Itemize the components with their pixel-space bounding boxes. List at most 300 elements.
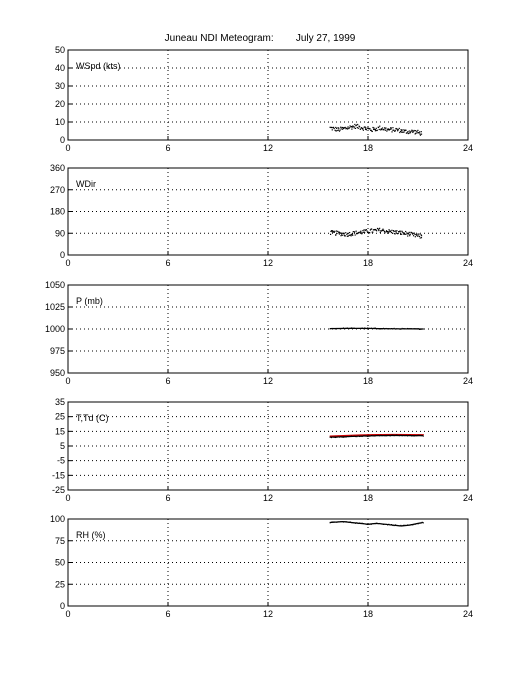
- data-point: [403, 525, 404, 526]
- data-point: [375, 435, 376, 436]
- data-point: [396, 434, 397, 435]
- data-point: [391, 131, 392, 132]
- x-tick-label: 6: [165, 376, 171, 386]
- data-point: [414, 130, 415, 131]
- data-point: [349, 127, 350, 128]
- data-point: [340, 129, 341, 130]
- data-point: [420, 523, 421, 524]
- data-point: [355, 328, 356, 329]
- data-point: [400, 329, 401, 330]
- data-point: [396, 525, 397, 526]
- data-point: [336, 128, 337, 129]
- data-point: [344, 437, 345, 438]
- y-tick-label: 75: [54, 535, 65, 546]
- data-point: [363, 523, 364, 524]
- data-point: [335, 234, 336, 235]
- y-tick-label: 25: [54, 411, 65, 422]
- data-point: [352, 126, 353, 127]
- data-point: [408, 328, 409, 329]
- data-point: [401, 234, 402, 235]
- data-point: [391, 127, 392, 128]
- data-point: [418, 523, 419, 524]
- data-point: [412, 328, 413, 329]
- data-point: [366, 524, 367, 525]
- data-point: [411, 232, 412, 233]
- data-point: [332, 521, 333, 522]
- data-point: [374, 436, 375, 437]
- data-point: [362, 128, 363, 129]
- y-tick-label: -5: [56, 455, 65, 466]
- x-tick-label: 12: [262, 376, 274, 386]
- y-tick-label: 950: [49, 368, 65, 378]
- data-point: [391, 230, 392, 231]
- data-point: [420, 135, 421, 136]
- data-point: [350, 436, 351, 437]
- y-tick-label: 50: [54, 557, 65, 568]
- data-point: [368, 328, 369, 329]
- data-point: [400, 525, 401, 526]
- data-point: [371, 328, 372, 329]
- data-point: [403, 328, 404, 329]
- data-point: [339, 232, 340, 233]
- data-point: [339, 233, 340, 234]
- data-point: [350, 328, 351, 329]
- data-point: [338, 521, 339, 522]
- data-point: [332, 328, 333, 329]
- data-point: [388, 435, 389, 436]
- data-point: [385, 231, 386, 232]
- data-point: [400, 131, 401, 132]
- x-tick-label: 24: [462, 493, 474, 503]
- data-point: [366, 328, 367, 329]
- data-point: [355, 523, 356, 524]
- data-point: [392, 127, 393, 128]
- data-point: [419, 329, 420, 330]
- data-point: [330, 234, 331, 235]
- data-point: [383, 524, 384, 525]
- data-point: [363, 229, 364, 230]
- y-tick-label: 1025: [44, 302, 65, 312]
- data-point: [395, 130, 396, 131]
- x-tick-label: 0: [65, 493, 71, 503]
- data-point: [376, 230, 377, 231]
- data-point: [389, 129, 390, 130]
- data-point: [333, 127, 334, 128]
- data-point: [390, 435, 391, 436]
- data-point: [348, 436, 349, 437]
- data-point: [396, 231, 397, 232]
- data-point: [375, 523, 376, 524]
- data-point: [399, 128, 400, 129]
- data-point: [418, 233, 419, 234]
- data-point: [367, 524, 368, 525]
- data-point: [403, 233, 404, 234]
- data-point: [405, 234, 406, 235]
- data-point: [417, 132, 418, 133]
- data-point: [383, 328, 384, 329]
- data-point: [423, 329, 424, 330]
- data-point: [407, 132, 408, 133]
- data-point: [377, 130, 378, 131]
- data-point: [387, 233, 388, 234]
- data-point: [372, 131, 373, 132]
- chart-panel-3: [45, 280, 473, 386]
- data-point: [367, 436, 368, 437]
- data-point: [347, 126, 348, 127]
- data-point: [400, 435, 401, 436]
- data-point: [415, 328, 416, 329]
- data-point: [360, 328, 361, 329]
- data-point: [404, 234, 405, 235]
- data-point: [410, 132, 411, 133]
- data-point: [356, 522, 357, 523]
- data-point: [340, 328, 341, 329]
- data-point: [401, 130, 402, 131]
- data-point: [378, 127, 379, 128]
- data-point: [398, 231, 399, 232]
- data-point: [342, 235, 343, 236]
- data-point: [391, 232, 392, 233]
- data-point: [341, 127, 342, 128]
- data-point: [420, 435, 421, 436]
- data-point: [356, 436, 357, 437]
- data-point: [364, 435, 365, 436]
- x-tick-label: 0: [65, 376, 71, 386]
- data-point: [340, 235, 341, 236]
- data-point: [422, 435, 423, 436]
- data-point: [394, 435, 395, 436]
- data-point: [375, 130, 376, 131]
- data-point: [339, 437, 340, 438]
- data-point: [399, 435, 400, 436]
- data-point: [410, 524, 411, 525]
- data-point: [372, 435, 373, 436]
- data-point: [396, 230, 397, 231]
- data-point: [356, 124, 357, 125]
- data-point: [345, 232, 346, 233]
- data-point: [346, 435, 347, 436]
- data-point: [354, 127, 355, 128]
- data-point: [339, 521, 340, 522]
- data-point: [383, 129, 384, 130]
- data-point: [419, 236, 420, 237]
- data-point: [358, 523, 359, 524]
- y-tick-label: 1000: [44, 324, 65, 334]
- data-point: [418, 328, 419, 329]
- data-point: [398, 525, 399, 526]
- data-point: [407, 435, 408, 436]
- data-point: [331, 437, 332, 438]
- data-point: [350, 521, 351, 522]
- data-point: [362, 327, 363, 328]
- data-point: [355, 128, 356, 129]
- data-point: [393, 130, 394, 131]
- data-point: [349, 232, 350, 233]
- data-point: [347, 128, 348, 129]
- data-point: [414, 233, 415, 234]
- data-point: [351, 522, 352, 523]
- data-point: [421, 235, 422, 236]
- data-point: [398, 233, 399, 234]
- data-point: [382, 435, 383, 436]
- data-point: [387, 328, 388, 329]
- data-point: [401, 132, 402, 133]
- data-point: [330, 522, 331, 523]
- y-tick-label: 1050: [44, 280, 65, 290]
- data-point: [367, 327, 368, 328]
- data-point: [334, 437, 335, 438]
- data-point: [415, 130, 416, 131]
- data-point: [385, 127, 386, 128]
- data-point: [343, 327, 344, 328]
- data-point: [351, 436, 352, 437]
- data-point: [363, 130, 364, 131]
- data-point: [359, 523, 360, 524]
- data-point: [355, 234, 356, 235]
- data-point: [342, 328, 343, 329]
- data-point: [376, 523, 377, 524]
- data-point: [330, 127, 331, 128]
- data-point: [388, 229, 389, 230]
- data-point: [378, 523, 379, 524]
- data-point: [368, 434, 369, 435]
- data-point: [364, 327, 365, 328]
- data-point: [391, 328, 392, 329]
- data-point: [332, 129, 333, 130]
- data-point: [335, 521, 336, 522]
- data-point: [386, 130, 387, 131]
- data-point: [387, 524, 388, 525]
- y-tick-label: 360: [49, 163, 65, 173]
- data-point: [347, 328, 348, 329]
- data-point: [409, 232, 410, 233]
- data-point: [379, 228, 380, 229]
- data-point: [355, 436, 356, 437]
- data-point: [386, 328, 387, 329]
- data-point: [379, 328, 380, 329]
- data-point: [331, 127, 332, 128]
- data-point: [390, 129, 391, 130]
- data-point: [382, 328, 383, 329]
- data-point: [360, 129, 361, 130]
- data-point: [419, 523, 420, 524]
- data-point: [418, 435, 419, 436]
- data-point: [384, 232, 385, 233]
- data-point: [402, 525, 403, 526]
- data-point: [392, 233, 393, 234]
- data-point: [402, 132, 403, 133]
- data-point: [343, 437, 344, 438]
- x-tick-label: 24: [462, 609, 474, 619]
- y-tick-label: 50: [54, 45, 65, 55]
- data-point: [408, 233, 409, 234]
- data-point: [398, 328, 399, 329]
- data-point: [334, 521, 335, 522]
- y-tick-label: 270: [49, 184, 65, 195]
- data-point: [363, 328, 364, 329]
- data-point: [414, 234, 415, 235]
- data-point: [374, 327, 375, 328]
- data-point: [338, 128, 339, 129]
- x-tick-label: 6: [165, 493, 171, 503]
- data-point: [338, 436, 339, 437]
- data-point: [343, 522, 344, 523]
- data-point: [341, 232, 342, 233]
- data-point: [407, 131, 408, 132]
- data-point: [415, 524, 416, 525]
- data-point: [385, 130, 386, 131]
- x-tick-label: 12: [262, 493, 274, 503]
- data-point: [380, 523, 381, 524]
- data-point: [380, 329, 381, 330]
- data-point: [392, 435, 393, 436]
- data-point: [382, 229, 383, 230]
- data-point: [335, 130, 336, 131]
- data-point: [413, 233, 414, 234]
- data-point: [379, 435, 380, 436]
- data-point: [366, 436, 367, 437]
- data-point: [352, 436, 353, 437]
- data-point: [396, 328, 397, 329]
- data-point: [366, 229, 367, 230]
- data-point: [359, 126, 360, 127]
- panel-label: RH (%): [76, 530, 106, 540]
- data-point: [336, 233, 337, 234]
- x-tick-label: 0: [65, 609, 71, 619]
- data-point: [402, 435, 403, 436]
- data-point: [371, 435, 372, 436]
- data-point: [421, 131, 422, 132]
- data-point: [398, 434, 399, 435]
- data-point: [395, 435, 396, 436]
- data-point: [376, 328, 377, 329]
- data-point: [404, 328, 405, 329]
- data-point: [337, 231, 338, 232]
- data-point: [410, 131, 411, 132]
- data-point: [395, 230, 396, 231]
- data-point: [352, 125, 353, 126]
- data-point: [394, 525, 395, 526]
- data-point: [347, 233, 348, 234]
- data-point: [411, 524, 412, 525]
- data-point: [423, 522, 424, 523]
- data-point: [360, 231, 361, 232]
- data-point: [414, 524, 415, 525]
- data-point: [384, 524, 385, 525]
- data-point: [392, 525, 393, 526]
- data-point: [384, 231, 385, 232]
- y-tick-label: 10: [54, 117, 65, 127]
- data-point: [398, 435, 399, 436]
- x-tick-label: 18: [362, 609, 374, 619]
- y-tick-label: 40: [54, 63, 65, 73]
- data-point: [349, 125, 350, 126]
- data-point: [413, 235, 414, 236]
- data-point: [346, 328, 347, 329]
- data-point: [415, 435, 416, 436]
- data-point: [362, 232, 363, 233]
- data-point: [367, 231, 368, 232]
- data-point: [370, 524, 371, 525]
- data-point: [422, 329, 423, 330]
- x-tick-label: 18: [362, 258, 374, 268]
- data-point: [420, 237, 421, 238]
- data-point: [378, 229, 379, 230]
- y-tick-label: 20: [54, 99, 65, 109]
- data-point: [395, 524, 396, 525]
- data-point: [390, 328, 391, 329]
- data-point: [410, 234, 411, 235]
- y-tick-label: 35: [54, 397, 65, 407]
- data-point: [388, 524, 389, 525]
- data-point: [368, 436, 369, 437]
- data-point: [405, 130, 406, 131]
- data-point: [357, 124, 358, 125]
- data-point: [381, 129, 382, 130]
- data-point: [407, 434, 408, 435]
- data-point: [419, 133, 420, 134]
- data-point: [360, 523, 361, 524]
- data-point: [354, 124, 355, 125]
- data-point: [347, 436, 348, 437]
- data-point: [395, 233, 396, 234]
- data-point: [348, 235, 349, 236]
- data-point: [409, 235, 410, 236]
- data-point: [343, 233, 344, 234]
- data-point: [371, 524, 372, 525]
- panel-label: WDir: [76, 179, 96, 189]
- x-tick-label: 6: [165, 143, 171, 153]
- data-point: [416, 131, 417, 132]
- data-point: [346, 521, 347, 522]
- data-point: [372, 232, 373, 233]
- chart-panel-2: [50, 163, 473, 268]
- data-point: [362, 230, 363, 231]
- data-point: [338, 130, 339, 131]
- chart-panel-1: [55, 45, 473, 153]
- data-point: [401, 129, 402, 130]
- data-point: [391, 435, 392, 436]
- data-point: [408, 435, 409, 436]
- data-point: [364, 523, 365, 524]
- data-point: [388, 232, 389, 233]
- data-point: [348, 328, 349, 329]
- data-point: [344, 521, 345, 522]
- data-point: [352, 235, 353, 236]
- data-point: [342, 129, 343, 130]
- x-tick-label: 24: [462, 376, 474, 386]
- data-point: [407, 235, 408, 236]
- data-point: [406, 328, 407, 329]
- x-tick-label: 0: [65, 258, 71, 268]
- data-point: [417, 130, 418, 131]
- data-point: [362, 436, 363, 437]
- data-point: [358, 128, 359, 129]
- data-point: [407, 233, 408, 234]
- data-point: [374, 523, 375, 524]
- data-point: [358, 328, 359, 329]
- data-point: [346, 437, 347, 438]
- data-point: [336, 230, 337, 231]
- data-point: [331, 328, 332, 329]
- data-point: [388, 328, 389, 329]
- data-point: [423, 436, 424, 437]
- data-point: [421, 237, 422, 238]
- data-point: [334, 328, 335, 329]
- data-point: [337, 130, 338, 131]
- data-point: [372, 523, 373, 524]
- data-point: [356, 328, 357, 329]
